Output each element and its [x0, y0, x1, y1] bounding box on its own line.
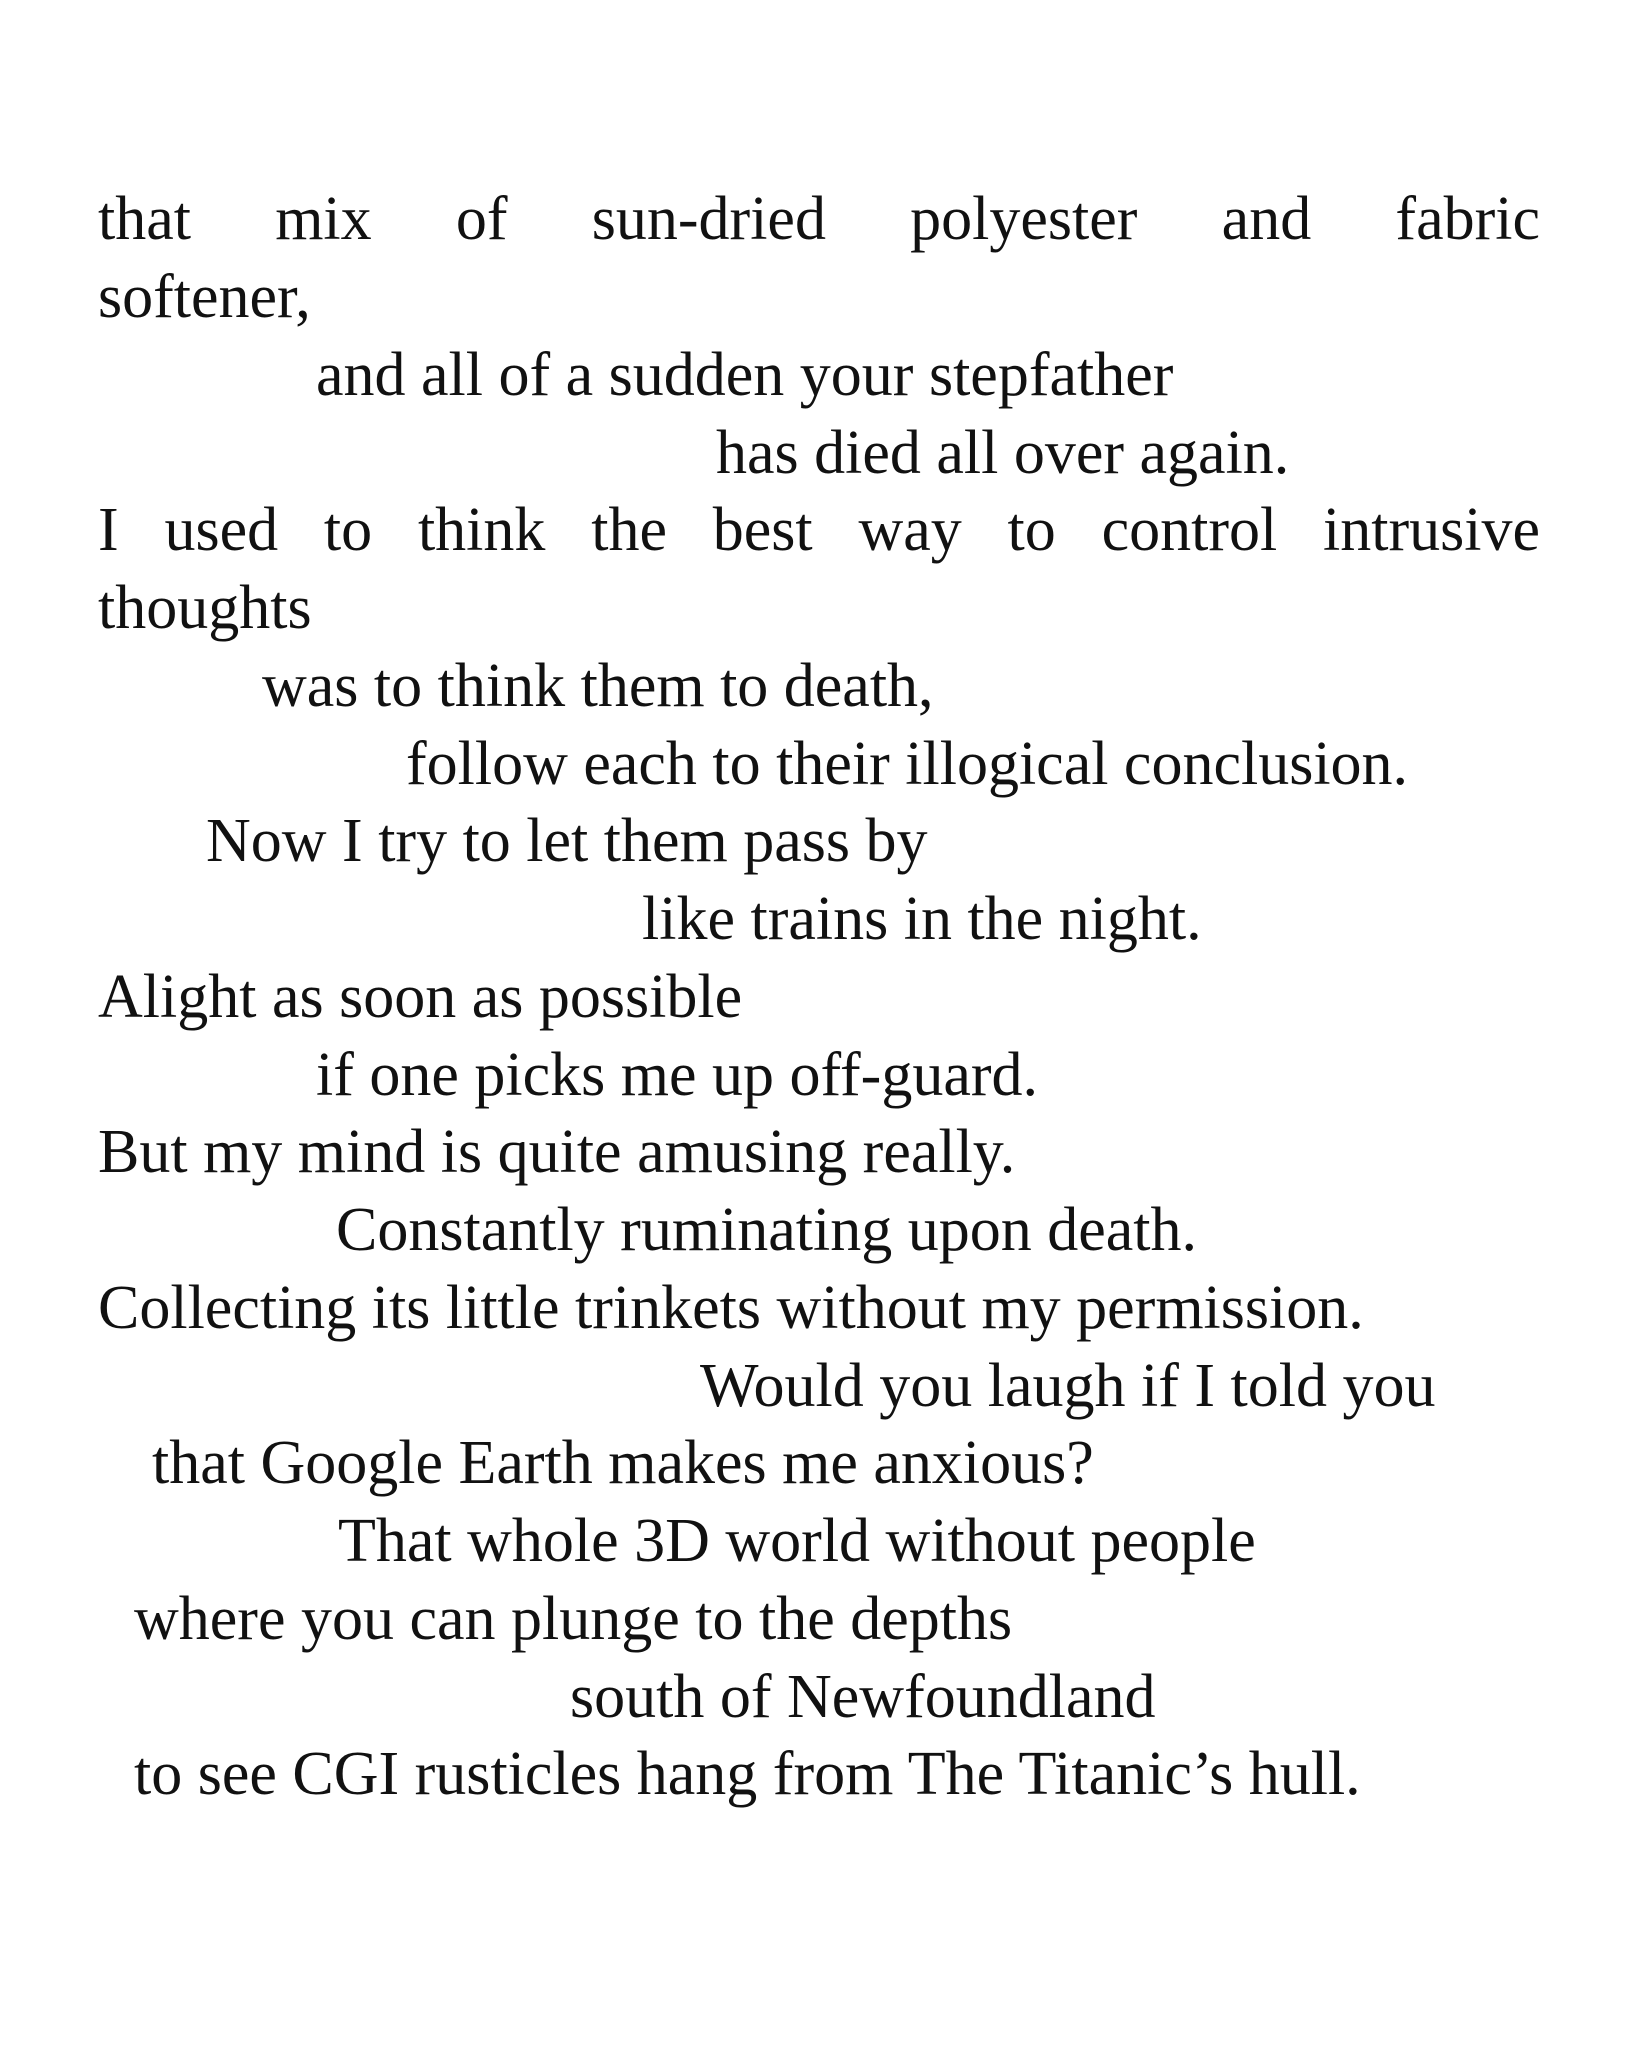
poem-line-15: Collecting its little trinkets without my permission.	[98, 1274, 1364, 1342]
poem-line-21: to see CGI rusticles hang from The Titanic’s hull.	[134, 1740, 1361, 1808]
poem-line-20: south of Newfoundland	[570, 1663, 1156, 1731]
poem-line-6: thoughts	[98, 574, 312, 642]
poem-line-16: Would you laugh if I told you	[700, 1352, 1436, 1420]
poem-line-3: and all of a sudden your stepfather	[316, 341, 1174, 409]
poem-line-19: where you can plunge to the depths	[134, 1585, 1013, 1653]
poem-line-11: Alight as soon as possible	[98, 963, 743, 1031]
poem-line-7: was to think them to death,	[262, 652, 934, 720]
poem-line-1: that mix of sun-dried polyester and fabric	[98, 185, 1540, 253]
poem-line-14: Constantly ruminating upon death.	[336, 1196, 1198, 1264]
poem-line-13: But my mind is quite amusing really.	[98, 1118, 1016, 1186]
poem-line-10: like trains in the night.	[642, 885, 1202, 953]
poem-line-4: has died all over again.	[716, 419, 1290, 487]
poem-line-12: if one picks me up off-guard.	[316, 1041, 1038, 1109]
poem-line-2: softener,	[98, 263, 311, 331]
poem-line-17: that Google Earth makes me anxious?	[152, 1429, 1094, 1497]
poem-line-9: Now I try to let them pass by	[206, 807, 928, 875]
poem-line-8: follow each to their illogical conclusion.	[406, 730, 1409, 798]
poem-line-5: I used to think the best way to control intrusive	[98, 496, 1540, 564]
poem-line-18: That whole 3D world without people	[338, 1507, 1256, 1575]
